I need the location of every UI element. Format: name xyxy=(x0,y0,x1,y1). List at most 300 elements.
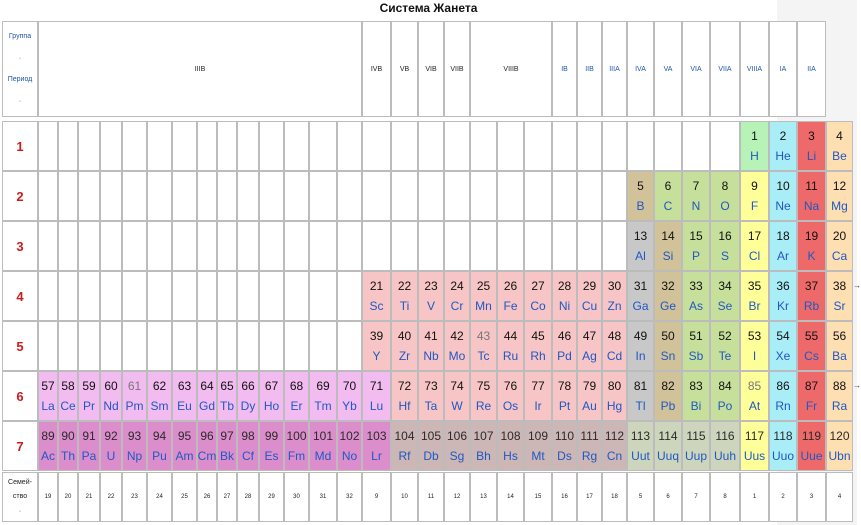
element-symbol: Dy xyxy=(240,399,256,414)
element-cell-bi[interactable] xyxy=(682,371,710,421)
atomic-number: 55 xyxy=(804,328,819,343)
element-symbol: Mg xyxy=(831,199,848,214)
element-cell-te[interactable] xyxy=(710,321,740,371)
group-header-iva: IVA xyxy=(627,21,654,117)
element-cell-at[interactable] xyxy=(740,371,769,421)
element-cell-dy[interactable] xyxy=(237,371,259,421)
family-number-19: 19 xyxy=(38,472,58,522)
element-symbol: Np xyxy=(126,449,143,464)
element-cell-lu[interactable] xyxy=(362,371,391,421)
element-symbol: Li xyxy=(806,149,817,164)
element-cell-k[interactable] xyxy=(797,221,826,271)
empty-cell xyxy=(577,121,602,171)
element-cell-uuh[interactable] xyxy=(710,421,740,471)
element-cell-na[interactable] xyxy=(797,171,826,221)
atomic-number: 23 xyxy=(424,278,438,293)
element-symbol: Cs xyxy=(804,349,819,364)
family-number-7: 7 xyxy=(682,472,710,522)
element-cell-cs[interactable] xyxy=(797,321,826,371)
element-cell-am[interactable] xyxy=(172,421,197,471)
atomic-number: 32 xyxy=(661,278,675,293)
empty-cell xyxy=(524,221,552,271)
element-symbol: O xyxy=(720,199,730,214)
element-symbol: Re xyxy=(475,399,492,414)
element-cell-xe[interactable] xyxy=(769,321,797,371)
element-cell-ni[interactable] xyxy=(552,271,577,321)
family-number-22: 22 xyxy=(100,472,122,522)
element-cell-y[interactable] xyxy=(362,321,391,371)
element-cell-nb[interactable] xyxy=(418,321,444,371)
atomic-number: 14 xyxy=(661,228,675,243)
period-label-1: 1 xyxy=(2,121,38,171)
empty-cell xyxy=(58,221,78,271)
element-cell-tb[interactable] xyxy=(217,371,237,421)
atomic-number: 57 xyxy=(41,378,55,393)
atomic-number: 76 xyxy=(503,378,518,393)
element-symbol: Bh xyxy=(476,449,491,464)
element-cell-nd[interactable] xyxy=(100,371,122,421)
element-cell-sr[interactable] xyxy=(826,271,853,321)
empty-cell xyxy=(197,321,217,371)
element-symbol: Gd xyxy=(198,399,215,414)
atomic-number: 3 xyxy=(808,128,815,143)
element-cell-uut[interactable] xyxy=(627,421,654,471)
atomic-number: 110 xyxy=(554,428,575,443)
element-cell-pr[interactable] xyxy=(78,371,100,421)
period-label-2: 2 xyxy=(2,171,38,221)
element-cell-s[interactable] xyxy=(710,221,740,271)
atomic-number: 44 xyxy=(503,328,518,343)
element-cell-ta[interactable] xyxy=(418,371,444,421)
element-cell-la[interactable] xyxy=(38,371,58,421)
element-cell-al[interactable] xyxy=(627,221,654,271)
element-cell-i[interactable] xyxy=(740,321,769,371)
element-symbol: Lu xyxy=(369,399,384,414)
empty-cell xyxy=(58,321,78,371)
element-symbol: Zn xyxy=(607,299,622,314)
element-cell-ti[interactable] xyxy=(391,271,418,321)
element-cell-c[interactable] xyxy=(654,171,682,221)
element-symbol: Yb xyxy=(342,399,357,414)
element-symbol: Ra xyxy=(831,399,848,414)
element-cell-be[interactable] xyxy=(826,121,853,171)
element-symbol: Rh xyxy=(530,349,546,364)
element-cell-p[interactable] xyxy=(682,221,710,271)
element-symbol: Pd xyxy=(557,349,572,364)
empty-cell xyxy=(78,321,100,371)
element-symbol: Sm xyxy=(150,399,169,414)
element-symbol: Ta xyxy=(424,399,438,414)
group-header-vib: VIB xyxy=(418,21,444,117)
empty-cell xyxy=(362,121,391,171)
element-cell-as[interactable] xyxy=(682,271,710,321)
element-cell-lr[interactable] xyxy=(362,421,391,471)
empty-cell xyxy=(418,171,444,221)
element-symbol: Md xyxy=(314,449,332,464)
element-cell-cr[interactable] xyxy=(444,271,470,321)
atomic-number: 98 xyxy=(241,428,255,443)
atomic-number: 81 xyxy=(633,378,648,393)
empty-cell xyxy=(309,121,337,171)
element-cell-pb[interactable] xyxy=(654,371,682,421)
element-cell-mg[interactable] xyxy=(826,171,853,221)
element-cell-yb[interactable] xyxy=(337,371,362,421)
family-number-16: 16 xyxy=(552,472,577,522)
group-header-va: VA xyxy=(654,21,682,117)
atomic-number: 73 xyxy=(424,378,438,393)
element-symbol: Cn xyxy=(606,449,623,464)
atomic-number: 16 xyxy=(718,228,732,243)
empty-cell xyxy=(217,171,237,221)
element-cell-ge[interactable] xyxy=(654,271,682,321)
element-cell-uup[interactable] xyxy=(682,421,710,471)
element-cell-hg[interactable] xyxy=(602,371,627,421)
atomic-number: 49 xyxy=(633,328,648,343)
atomic-number: 101 xyxy=(312,428,334,443)
empty-cell xyxy=(172,271,197,321)
element-cell-es[interactable] xyxy=(259,421,284,471)
element-symbol: Os xyxy=(502,399,519,414)
atomic-number: 54 xyxy=(776,328,790,343)
element-cell-ar[interactable] xyxy=(769,221,797,271)
empty-cell xyxy=(524,121,552,171)
atomic-number: 46 xyxy=(557,328,572,343)
atomic-number: 56 xyxy=(832,328,847,343)
element-cell-fr[interactable] xyxy=(797,371,826,421)
atomic-number: 85 xyxy=(747,378,762,393)
atomic-number: 45 xyxy=(531,328,545,343)
element-cell-uus[interactable] xyxy=(740,421,769,471)
element-cell-ac[interactable] xyxy=(38,421,58,471)
element-cell-f[interactable] xyxy=(740,171,769,221)
empty-cell xyxy=(100,321,122,371)
element-symbol: Rn xyxy=(775,399,791,414)
element-cell-rb[interactable] xyxy=(797,271,826,321)
family-number-15: 15 xyxy=(524,472,552,522)
element-cell-in[interactable] xyxy=(627,321,654,371)
element-cell-sc[interactable] xyxy=(362,271,391,321)
element-cell-gd[interactable] xyxy=(197,371,217,421)
element-cell-hf[interactable] xyxy=(391,371,418,421)
empty-cell xyxy=(172,321,197,371)
atomic-number: 42 xyxy=(450,328,464,343)
element-cell-he[interactable] xyxy=(769,121,797,171)
atomic-number: 12 xyxy=(832,178,847,193)
group-header-vb: VB xyxy=(391,21,418,117)
element-cell-cm[interactable] xyxy=(197,421,217,471)
empty-cell xyxy=(259,221,284,271)
empty-cell xyxy=(237,321,259,371)
empty-cell xyxy=(237,121,259,171)
element-cell-h[interactable] xyxy=(740,121,769,171)
element-symbol: Hf xyxy=(398,399,411,414)
element-cell-ru[interactable] xyxy=(497,321,524,371)
element-cell-ne[interactable] xyxy=(769,171,797,221)
empty-cell xyxy=(197,271,217,321)
empty-cell xyxy=(78,121,100,171)
element-cell-pu[interactable] xyxy=(147,421,172,471)
atomic-number: 11 xyxy=(805,178,818,193)
atomic-number: 36 xyxy=(776,278,790,293)
empty-cell xyxy=(122,271,147,321)
element-cell-cu[interactable] xyxy=(577,271,602,321)
element-cell-hs[interactable] xyxy=(497,421,524,471)
element-cell-rh[interactable] xyxy=(524,321,552,371)
element-symbol: Be xyxy=(832,149,847,164)
element-cell-po[interactable] xyxy=(710,371,740,421)
element-symbol: Bk xyxy=(219,449,234,464)
empty-cell xyxy=(172,171,197,221)
element-symbol: K xyxy=(807,249,816,264)
element-cell-rn[interactable] xyxy=(769,371,797,421)
element-cell-ir[interactable] xyxy=(524,371,552,421)
element-symbol: Po xyxy=(717,399,733,414)
empty-cell xyxy=(497,171,524,221)
element-cell-bh[interactable] xyxy=(470,421,497,471)
element-symbol: Ge xyxy=(659,299,676,314)
element-cell-no[interactable] xyxy=(337,421,362,471)
atomic-number: 30 xyxy=(607,278,622,293)
empty-cell xyxy=(391,121,418,171)
empty-cell xyxy=(100,271,122,321)
empty-cell xyxy=(284,321,309,371)
element-cell-fm[interactable] xyxy=(284,421,309,471)
element-cell-uue[interactable] xyxy=(797,421,826,471)
family-number-11: 11 xyxy=(418,472,444,522)
atomic-number: 47 xyxy=(582,328,597,343)
empty-cell xyxy=(309,321,337,371)
atomic-number: 105 xyxy=(420,428,442,443)
empty-cell xyxy=(444,121,470,171)
atomic-number: 48 xyxy=(607,328,622,343)
atomic-number: 15 xyxy=(689,228,703,243)
element-cell-os[interactable] xyxy=(497,371,524,421)
family-label-part: ство xyxy=(12,493,28,501)
element-cell-pa[interactable] xyxy=(78,421,100,471)
element-symbol: Th xyxy=(60,449,75,464)
atomic-number: 5 xyxy=(637,178,644,193)
atomic-number: 116 xyxy=(715,428,735,443)
element-cell-o[interactable] xyxy=(710,171,740,221)
element-symbol: Cu xyxy=(581,299,598,314)
element-cell-md[interactable] xyxy=(309,421,337,471)
empty-cell xyxy=(100,221,122,271)
element-symbol: Pm xyxy=(125,399,144,414)
element-symbol: He xyxy=(775,149,791,164)
atomic-number: 93 xyxy=(127,428,142,443)
empty-cell xyxy=(197,171,217,221)
element-cell-zr[interactable] xyxy=(391,321,418,371)
empty-cell xyxy=(309,271,337,321)
element-cell-ds[interactable] xyxy=(552,421,577,471)
empty-cell xyxy=(337,271,362,321)
family-number-9: 9 xyxy=(362,472,391,522)
atomic-number: 58 xyxy=(61,378,75,393)
element-cell-ag[interactable] xyxy=(577,321,602,371)
element-cell-ubn[interactable] xyxy=(826,421,853,471)
element-cell-sg[interactable] xyxy=(444,421,470,471)
atomic-number: 104 xyxy=(394,428,415,443)
element-cell-ca[interactable] xyxy=(826,221,853,271)
empty-cell xyxy=(100,121,122,171)
element-cell-sm[interactable] xyxy=(147,371,172,421)
element-cell-mt[interactable] xyxy=(524,421,552,471)
empty-cell xyxy=(38,271,58,321)
atomic-number: 87 xyxy=(804,378,819,393)
element-cell-er[interactable] xyxy=(284,371,309,421)
element-symbol: Uue xyxy=(800,449,823,464)
element-symbol: Mt xyxy=(531,449,545,464)
element-symbol: Cf xyxy=(242,449,254,464)
atomic-number: 21 xyxy=(369,278,384,293)
element-cell-tl[interactable] xyxy=(627,371,654,421)
element-cell-cl[interactable] xyxy=(740,221,769,271)
element-cell-cd[interactable] xyxy=(602,321,627,371)
element-cell-uuo[interactable] xyxy=(769,421,797,471)
element-cell-mo[interactable] xyxy=(444,321,470,371)
atomic-number: 94 xyxy=(152,428,167,443)
empty-cell xyxy=(654,121,682,171)
family-number-26: 26 xyxy=(197,472,217,522)
element-cell-co[interactable] xyxy=(524,271,552,321)
atomic-number: 17 xyxy=(747,228,762,243)
element-symbol: Ag xyxy=(582,349,597,364)
element-cell-tm[interactable] xyxy=(309,371,337,421)
element-symbol: F xyxy=(750,199,759,214)
corner-label-part: Группа xyxy=(8,33,32,41)
element-cell-db[interactable] xyxy=(418,421,444,471)
element-cell-re[interactable] xyxy=(470,371,497,421)
element-symbol: Uuq xyxy=(656,449,679,464)
atomic-number: 20 xyxy=(832,228,847,243)
element-symbol: Er xyxy=(290,399,303,414)
element-cell-ba[interactable] xyxy=(826,321,853,371)
element-cell-kr[interactable] xyxy=(769,271,797,321)
element-symbol: V xyxy=(426,299,435,314)
element-symbol: Ne xyxy=(775,199,791,214)
element-symbol: Pr xyxy=(83,399,95,414)
element-cell-bk[interactable] xyxy=(217,421,237,471)
element-cell-fe[interactable] xyxy=(497,271,524,321)
atomic-number: 78 xyxy=(557,378,572,393)
empty-cell xyxy=(78,271,100,321)
group-period-corner xyxy=(2,21,38,117)
empty-cell xyxy=(122,321,147,371)
element-cell-sn[interactable] xyxy=(654,321,682,371)
atomic-number: 117 xyxy=(744,428,765,443)
atomic-number: 92 xyxy=(104,428,118,443)
empty-cell xyxy=(147,221,172,271)
empty-cell xyxy=(147,171,172,221)
element-symbol: Es xyxy=(264,449,279,464)
element-cell-u[interactable] xyxy=(100,421,122,471)
element-cell-sb[interactable] xyxy=(682,321,710,371)
family-number-14: 14 xyxy=(497,472,524,522)
element-cell-th[interactable] xyxy=(58,421,78,471)
element-cell-pm[interactable] xyxy=(122,371,147,421)
element-cell-n[interactable] xyxy=(682,171,710,221)
empty-cell xyxy=(237,171,259,221)
element-cell-rg[interactable] xyxy=(577,421,602,471)
element-cell-np[interactable] xyxy=(122,421,147,471)
atomic-number: 68 xyxy=(289,378,304,393)
element-cell-ga[interactable] xyxy=(627,271,654,321)
atomic-number: 107 xyxy=(473,428,494,443)
atomic-number: 31 xyxy=(633,278,648,293)
empty-cell xyxy=(444,171,470,221)
family-number-30: 30 xyxy=(284,472,309,522)
element-cell-pt[interactable] xyxy=(552,371,577,421)
empty-cell xyxy=(337,321,362,371)
corner-label-part: · xyxy=(18,54,22,62)
element-cell-w[interactable] xyxy=(444,371,470,421)
atomic-number: 40 xyxy=(397,328,412,343)
empty-cell xyxy=(552,221,577,271)
element-cell-ce[interactable] xyxy=(58,371,78,421)
empty-cell xyxy=(682,121,710,171)
element-cell-pd[interactable] xyxy=(552,321,577,371)
element-symbol: At xyxy=(748,399,761,414)
element-symbol: Sn xyxy=(660,349,676,364)
element-symbol: Uuo xyxy=(771,449,794,464)
element-symbol: Si xyxy=(662,249,674,264)
element-cell-zn[interactable] xyxy=(602,271,627,321)
atomic-number: 51 xyxy=(689,328,703,343)
atomic-number: 69 xyxy=(316,378,330,393)
group-header-iiib: IIIB xyxy=(38,21,362,117)
element-cell-mn[interactable] xyxy=(470,271,497,321)
atomic-number: 52 xyxy=(718,328,732,343)
empty-cell xyxy=(78,171,100,221)
empty-cell xyxy=(337,121,362,171)
element-cell-br[interactable] xyxy=(740,271,769,321)
family-number-6: 6 xyxy=(654,472,682,522)
element-cell-si[interactable] xyxy=(654,221,682,271)
element-cell-ra[interactable] xyxy=(826,371,853,421)
atomic-number: 103 xyxy=(366,428,387,443)
page-title: Система Жанета xyxy=(379,1,478,15)
empty-cell xyxy=(172,221,197,271)
atomic-number: 79 xyxy=(582,378,597,393)
element-cell-cn[interactable] xyxy=(602,421,627,471)
element-cell-uuq[interactable] xyxy=(654,421,682,471)
element-cell-b[interactable] xyxy=(627,171,654,221)
element-symbol: Sc xyxy=(369,299,384,314)
element-symbol: La xyxy=(41,399,55,414)
period-label-7: 7 xyxy=(2,421,38,471)
element-symbol: Br xyxy=(748,299,761,314)
element-cell-ho[interactable] xyxy=(259,371,284,421)
element-symbol: In xyxy=(635,349,646,364)
atomic-number: 90 xyxy=(61,428,75,443)
empty-cell xyxy=(710,121,740,171)
element-cell-rf[interactable] xyxy=(391,421,418,471)
element-cell-tc[interactable] xyxy=(470,321,497,371)
group-header-ia: IA xyxy=(769,21,797,117)
element-cell-au[interactable] xyxy=(577,371,602,421)
atomic-number: 114 xyxy=(658,428,678,443)
element-cell-li[interactable] xyxy=(797,121,826,171)
element-cell-se[interactable] xyxy=(710,271,740,321)
element-cell-cf[interactable] xyxy=(237,421,259,471)
element-symbol: Ubn xyxy=(828,449,851,464)
element-cell-v[interactable] xyxy=(418,271,444,321)
empty-cell xyxy=(552,121,577,171)
element-cell-eu[interactable] xyxy=(172,371,197,421)
element-symbol: Fr xyxy=(805,399,818,414)
family-number-4: 4 xyxy=(826,472,853,522)
atomic-number: 60 xyxy=(104,378,118,393)
